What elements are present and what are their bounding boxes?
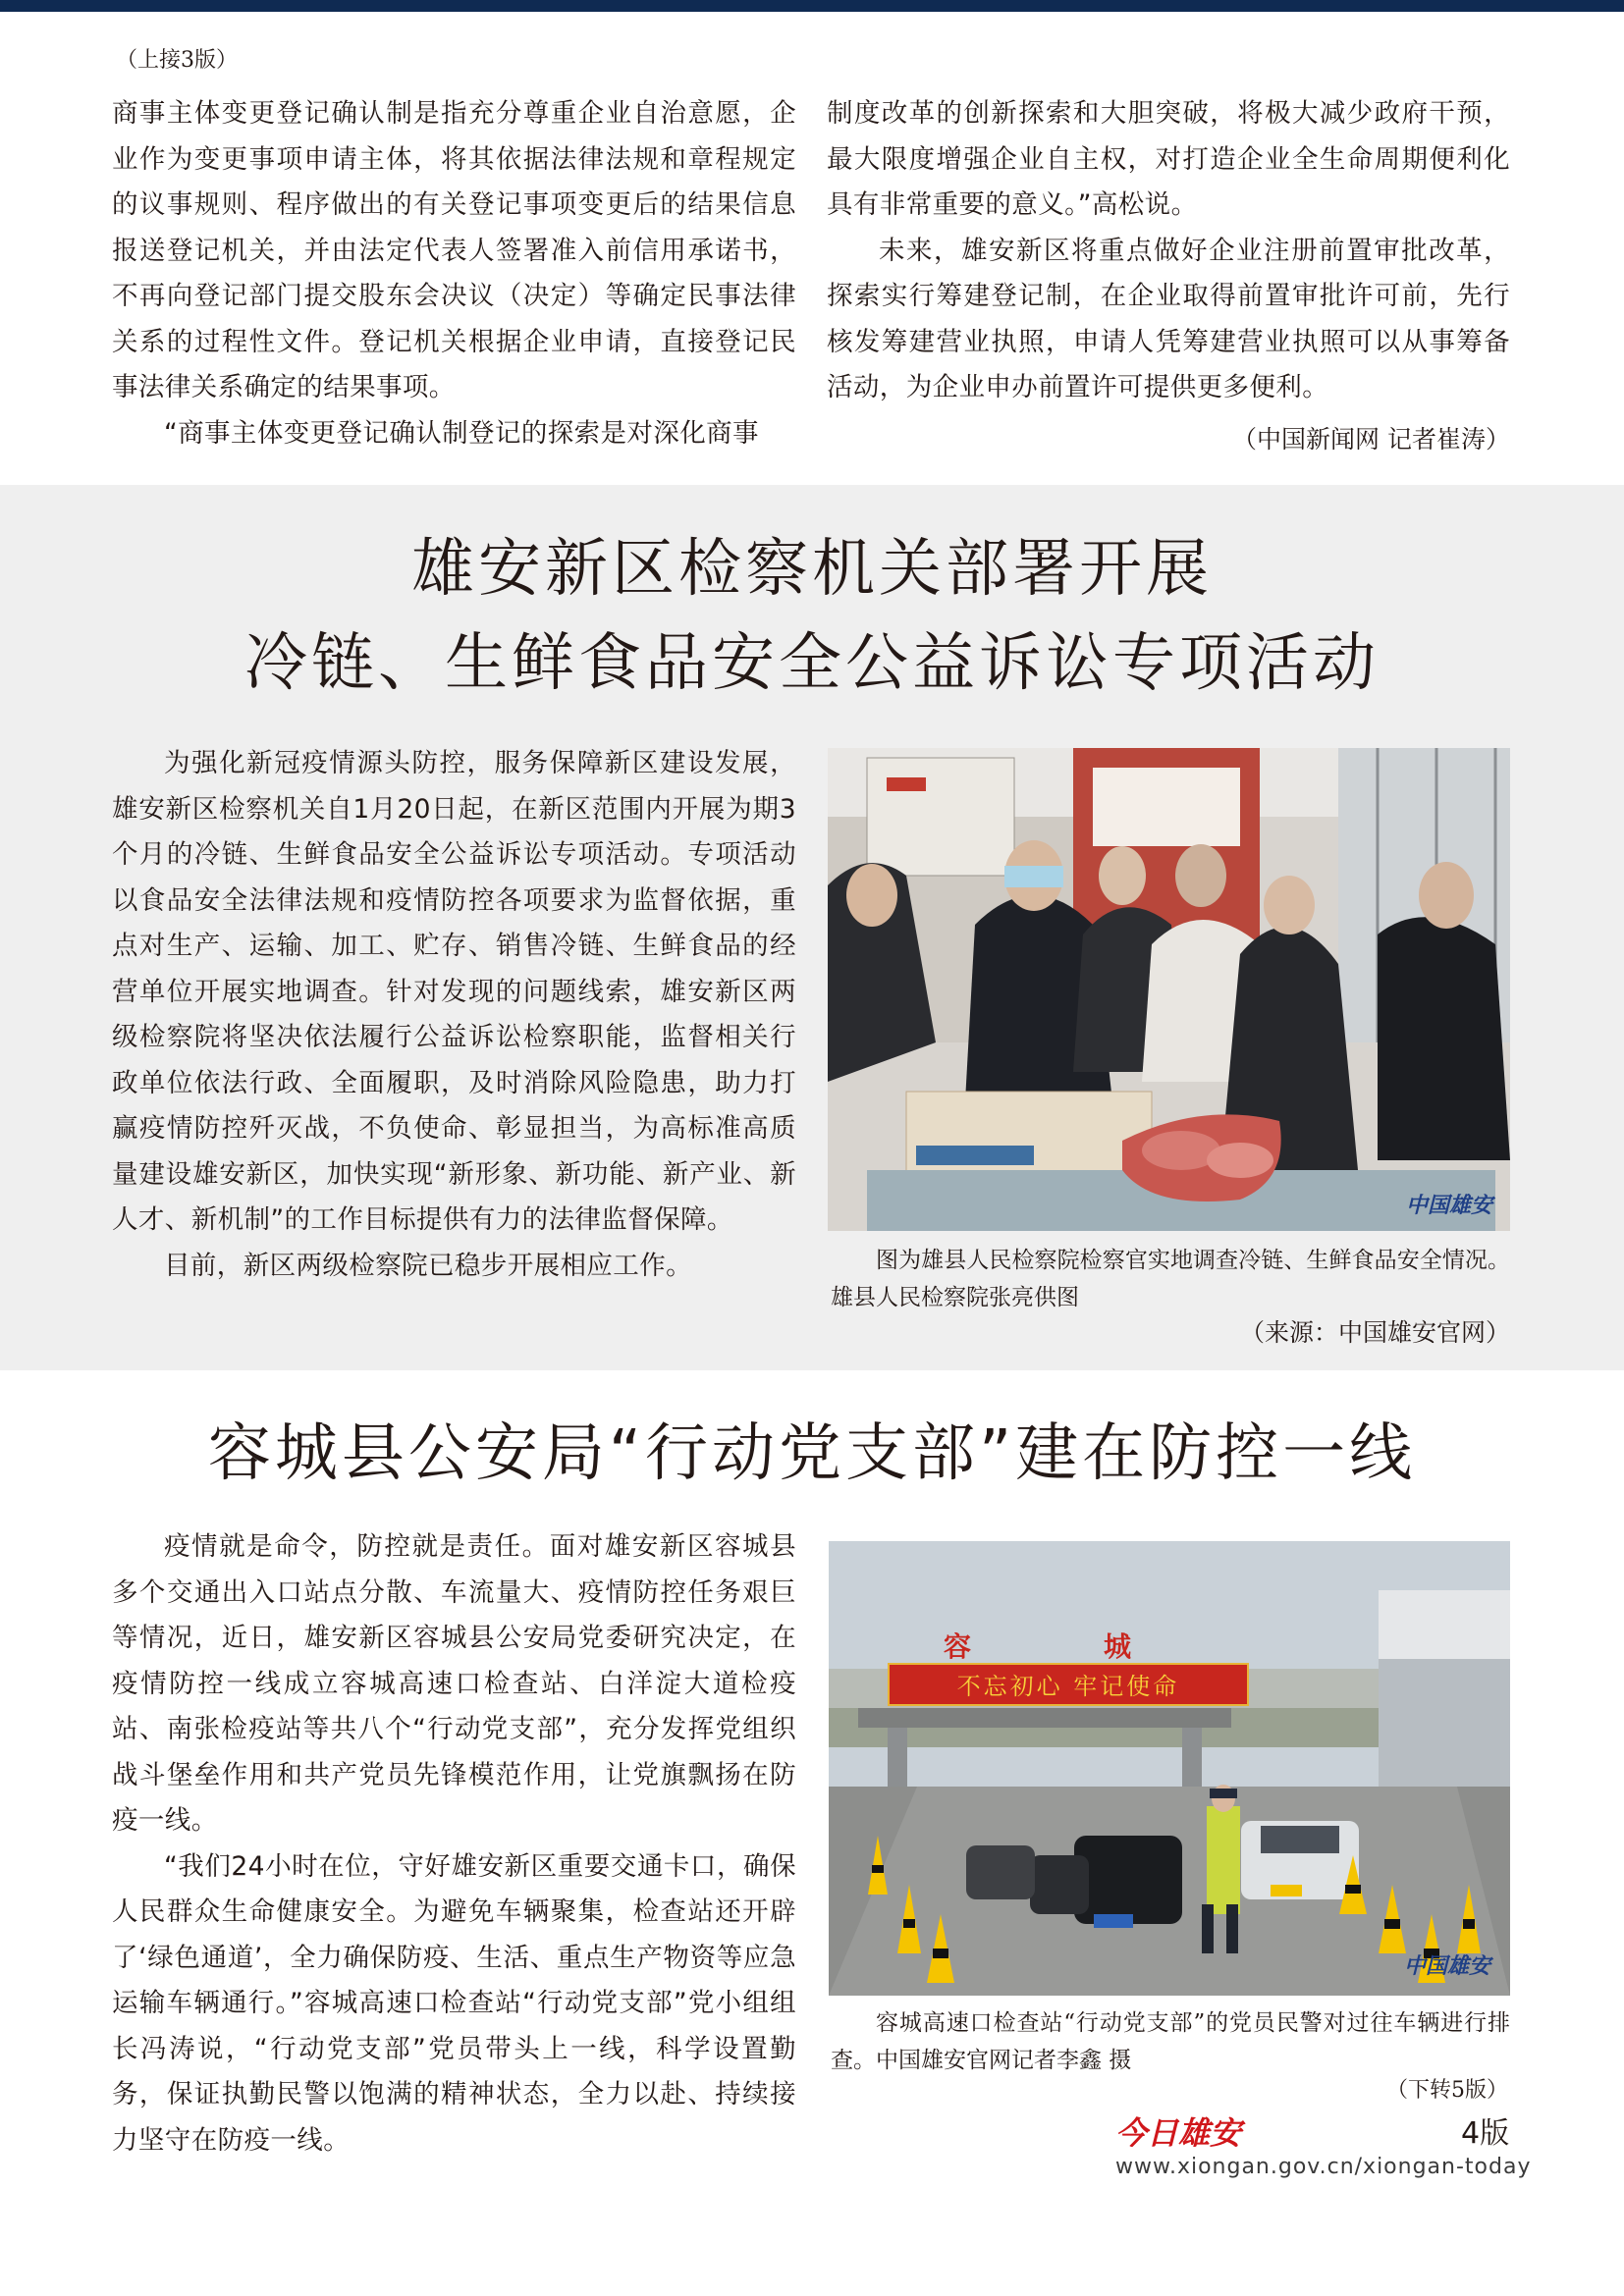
article1-paragraph: 未来，雄安新区将重点做好企业注册前置审批改革，探索实行筹建登记制，在企业取得前置审批许可前，先行核发筹建营业执照，申请人凭筹建营业执照可以从事筹备活动，为企业申办前置许可提供更多便利。 (827, 235, 1510, 402)
article3-paragraph: 疫情就是命令，防控就是责任。面对雄安新区容城县多个交通出入口站点分散、车流量大、疫情防控任务艰巨等情况，近日，雄安新区容城县公安局党委研究决定，在疫情防控一线成立容城高速口检查站、白洋淀大道检疫站、南张检疫站等共八个“行动党支部”，充分发挥党组织战斗堡垒作用和共产党员先锋模范作用，让党旗飘扬在防疫一线。 (112, 1531, 796, 1836)
article3-paragraph: “我们24小时在位，守好雄安新区重要交通卡口，确保人民群众生命健康安全。为避免车辆聚集，检查站还开辟了‘绿色通道’，全力确保防疫、生活、重点生产物资等应急运输车辆通行。”容城高速口检查站“行动党支部”党小组组长冯涛说，“行动党支部”党员带头上一线，科学设置勤务，保证执勤民警以饱满的精神状态，全力以赴、持续接力坚守在防疫一线。 (112, 1850, 796, 2156)
article1-credit: （中国新闻网 记者崔涛） (1232, 425, 1510, 454)
article2-paragraph: 为强化新冠疫情源头防控，服务保障新区建设发展，雄安新区检察机关自1月20日起，在新区范围内开展为期3个月的冷链、生鲜食品安全公益诉讼专项活动。专项活动以食品安全法律法规和疫情防控各项要求为监督依据，重点对生产、运输、加工、贮存、销售冷链、生鲜食品的经营单位开展实地调查。针对发现的问题线索，雄安新区两级检察院将坚决依法履行公益诉讼检察职能，监督相关行政单位依法行政、全面履职，及时消除风险隐患，助力打赢疫情防控歼灭战，不负使命、彰显担当，为高标准高质量建设雄安新区，加快实现“新形象、新功能、新产业、新人才、新机制”的工作目标提供有力的法律监督保障。 (112, 748, 796, 1235)
article1-paragraph: “商事主体变更登记确认制登记的探索是对深化商事 (164, 417, 759, 449)
article2-photo-watermark: 中国雄安 (1405, 1193, 1492, 1218)
article3-photo-sign-left: 容 (944, 1630, 972, 1663)
footer-url: www.xiongan.gov.cn/xiongan-today (1115, 2155, 1532, 2179)
article2-paragraph: 目前，新区两级检察院已稳步开展相应工作。 (164, 1250, 692, 1281)
article3-photo-sign-right: 城 (1104, 1630, 1132, 1663)
continued-from-label: （上接3版） (116, 48, 238, 73)
article2-source: （来源：中国雄安官网） (1239, 1318, 1510, 1347)
article3-body (112, 1524, 796, 2163)
article2-title-line1: 雄安新区检察机关部署开展 (411, 533, 1213, 606)
article3-photo-banner: 不忘初心 牢记使命 (956, 1673, 1180, 1700)
article1-paragraph: 商事主体变更登记确认制是指充分尊重企业自治意愿，企业作为变更事项申请主体，将其依据法律法规和章程规定的议事规则、程序做出的有关登记事项变更后的结果信息报送登记机关，并由法定代表人签署准入前信用承诺书，不再向登记部门提交股东会决议（决定）等确定民事法律关系的过程性文件。登记机关根据企业申请，直接登记民事法律关系确定的结果事项。 (112, 98, 796, 402)
article3-photo-watermark: 中国雄安 (1403, 1953, 1490, 1979)
article2-body (112, 741, 796, 1289)
article3-caption: 容城高速口检查站“行动党支部”的党员民警对过往车辆进行排查。中国雄安官网记者李鑫 摄 (831, 2010, 1510, 2073)
article2-title-line2: 冷链、生鲜食品安全公益诉讼专项活动 (244, 627, 1380, 700)
article3-title: 容城县公安局“行动党支部”建在防控一线 (207, 1417, 1417, 1490)
article1-right-column (827, 91, 1510, 411)
article2-photo (828, 748, 1510, 1231)
article3-continued-to: （下转5版） (1386, 2078, 1508, 2103)
top-bar (0, 0, 1624, 12)
article1-paragraph: 制度改革的创新探索和大胆突破，将极大减少政府干预，最大限度增强企业自主权，对打造企业全生命周期便利化具有非常重要的意义。”高松说。 (827, 98, 1510, 220)
article2-caption: 图为雄县人民检察院检察官实地调查冷链、生鲜食品安全情况。雄县人民检察院张亮供图 (831, 1248, 1510, 1310)
footer-logo: 今日雄安 (1115, 2114, 1242, 2152)
article3-photo (829, 1541, 1510, 1996)
article1-left-column (112, 91, 796, 456)
footer-page-number: 4版 (1461, 2116, 1510, 2151)
